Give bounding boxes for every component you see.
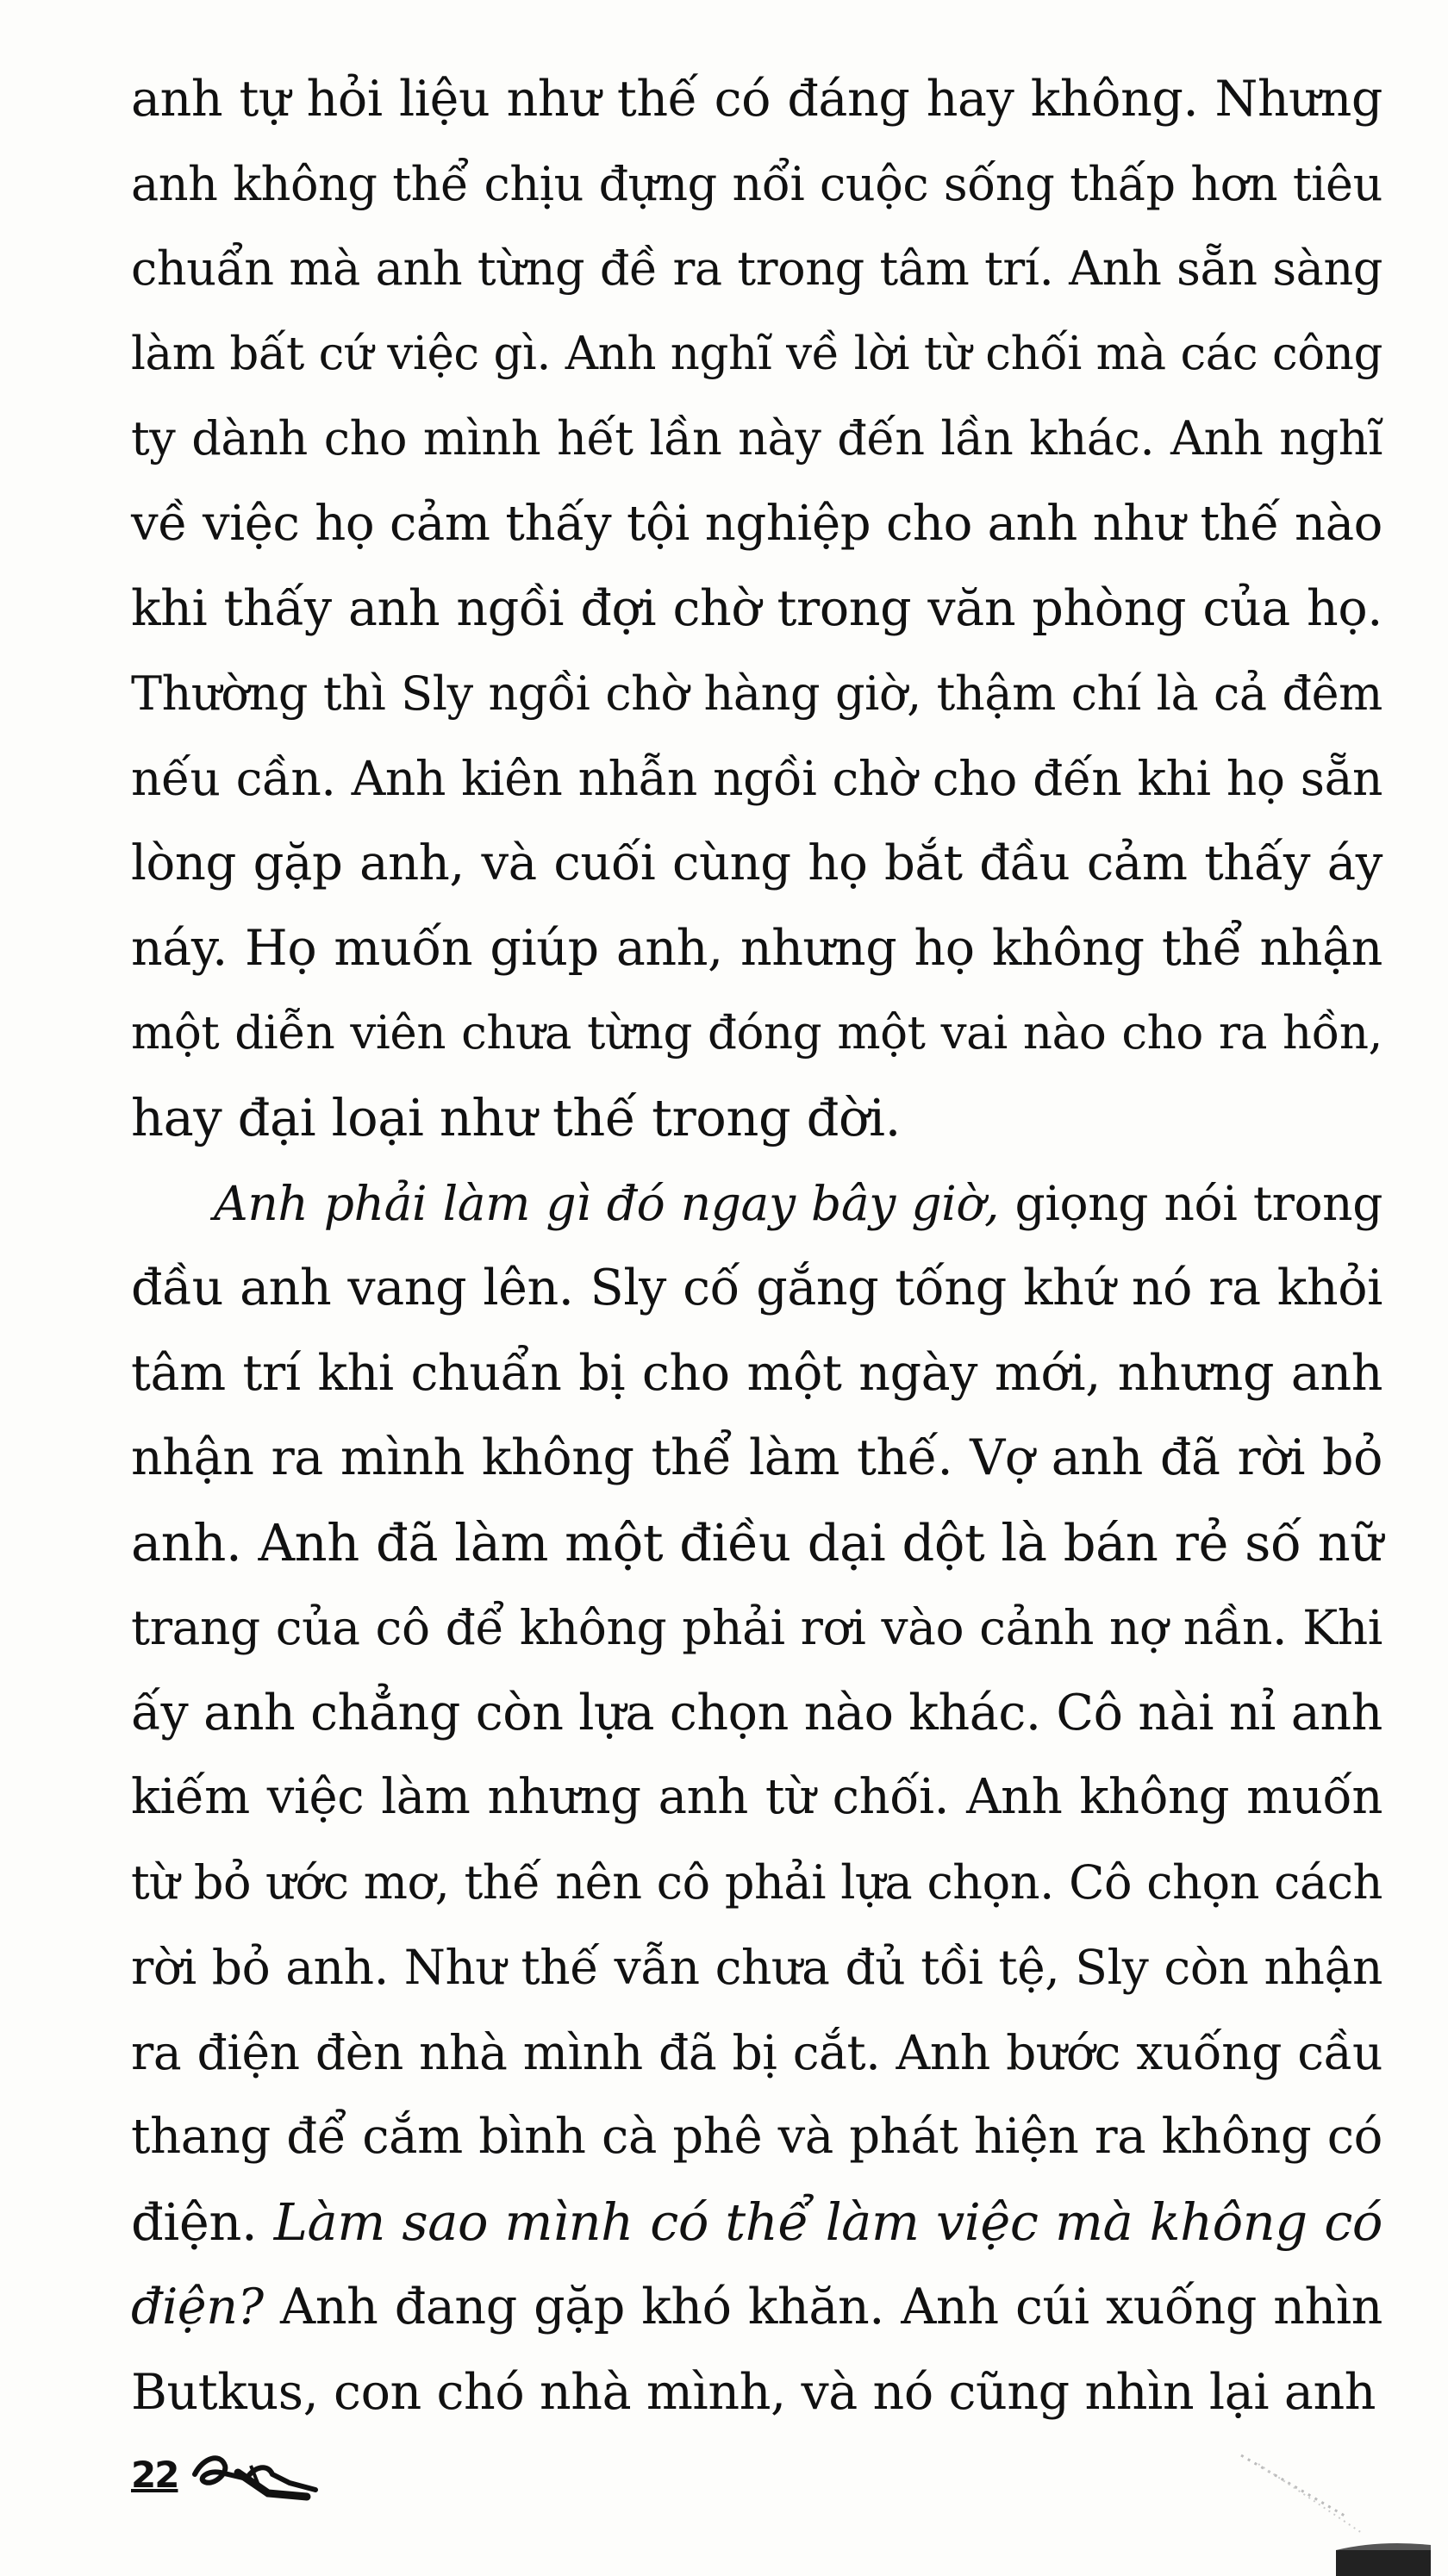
pen-flourish-icon [186,2440,324,2509]
text-line [131,2265,1382,2350]
text-line: trang của cô để không phải rơi vào cảnh nợ nần. Khi [131,1600,1382,1655]
text-line: làm bất cứ việc gì. Anh nghĩ về lời từ chối mà các công [131,327,1382,380]
text-line: náy. Họ muốn giúp anh, nhưng họ không thể nhận [131,920,1382,977]
text-line: từ bỏ ước mơ, thế nên cô phải lựa chọn. Cô chọn cách [131,1854,1382,1910]
text-line: thang để cắm bình cà phê và phát hiện ra không có [131,2109,1382,2165]
text-line [131,1161,1382,1247]
text-line: ấy anh chẳng còn lựa chọn nào khác. Cô nài nỉ anh [131,1684,1382,1741]
text-line [131,2180,1382,2266]
text-line: tâm trí khi chuẩn bị cho một ngày mới, nhưng anh [131,1344,1382,1402]
text-line: anh không thể chịu đựng nổi cuộc sống thấp hơn tiêu [131,156,1382,211]
text-run: giọng nói trong [999,1175,1383,1231]
text-line: hay đại loại như thế trong đời. [131,1088,901,1147]
text-line: ra điện đèn nhà mình đã bị cắt. Anh bước xuống cầu [131,2024,1382,2080]
text-line: một diễn viên chưa từng đóng một vai nào cho ra hồn, [131,1006,1382,1060]
text-line: rời bỏ anh. Như thế vẫn chưa đủ tồi tệ, Sly còn nhận [131,1940,1382,1995]
italic-text-run: Anh phải làm gì đó ngay bây giờ, [214,1175,1000,1231]
text-line: anh tự hỏi liệu như thế có đáng hay không. Nhưng [131,71,1382,128]
text-line: Thường thì Sly ngồi chờ hàng giờ, thậm chí là cả đêm [131,666,1382,721]
italic-text-run: Làm sao mình có thể làm việc mà không có [273,2191,1382,2252]
page-footer [131,2440,324,2509]
text-line: ty dành cho mình hết lần này đến lần khác. Anh nghĩ [131,411,1382,466]
text-line: về việc họ cảm thấy tội nghiệp cho anh như thế nào [131,495,1382,552]
body-text [131,57,1382,2435]
text-line: nhận ra mình không thể làm thế. Vợ anh đã rời bỏ [131,1429,1382,1486]
text-line: anh. Anh đã làm một điều dại dột là bán rẻ số nữ [131,1512,1382,1572]
text-line: nếu cần. Anh kiên nhẫn ngồi chờ cho đến khi họ sẵn [131,751,1382,806]
text-line: Butkus, con chó nhà mình, và nó cũng nhìn lại anh [131,2363,1376,2421]
text-line: đầu anh vang lên. Sly cố gắng tống khứ nó ra khỏi [131,1260,1382,1316]
text-line: kiếm việc làm nhưng anh từ chối. Anh không muốn [131,1769,1382,1825]
text-run: điện. [131,2191,274,2252]
italic-text-run: điện? [131,2279,264,2335]
scan-noise [1207,2438,1431,2576]
text-line: lòng gặp anh, và cuối cùng họ bắt đầu cảm thấy áy [131,835,1382,891]
text-line: chuẩn mà anh từng đề ra trong tâm trí. Anh sẵn sàng [131,241,1382,296]
text-line: khi thấy anh ngồi đợi chờ trong văn phòng của họ. [131,580,1382,637]
text-run: Anh đang gặp khó khăn. Anh cúi xuống nhìn [263,2279,1382,2335]
page-number: 22 [131,2453,178,2496]
